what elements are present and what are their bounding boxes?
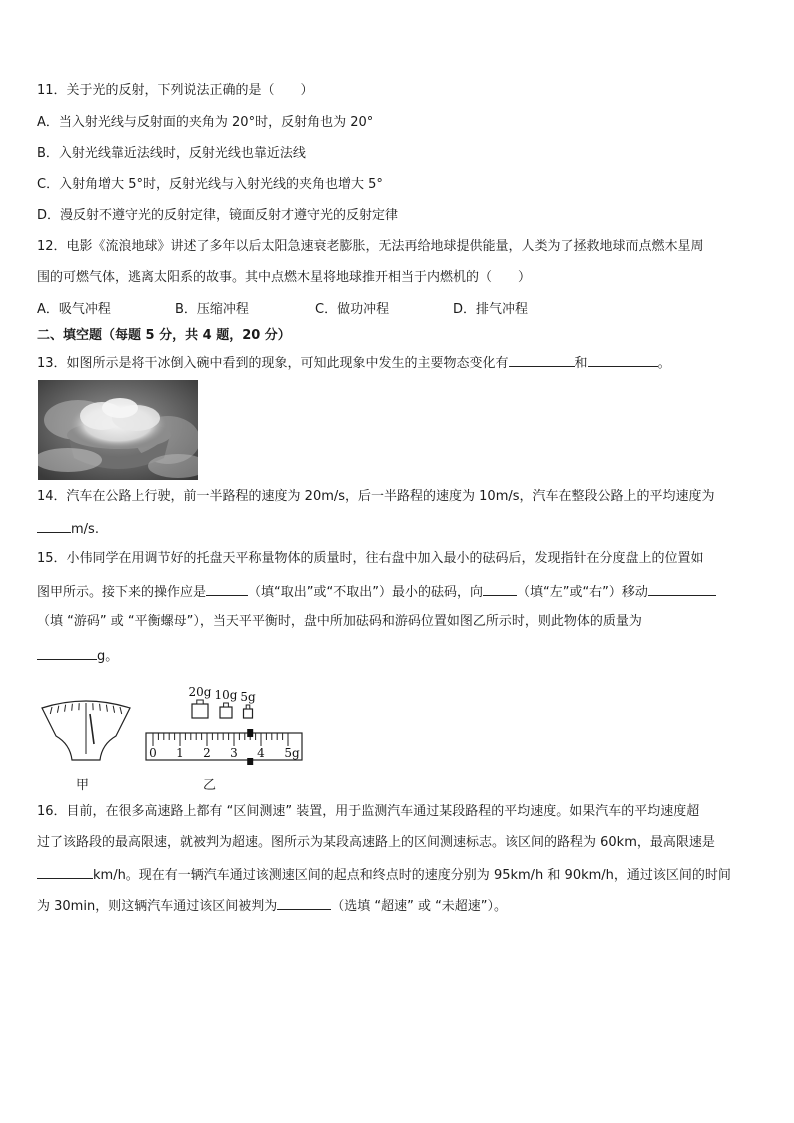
dial-tick [57, 706, 58, 713]
weight-label: 10g [214, 688, 238, 702]
q13-stem [37, 353, 671, 373]
weight-block [244, 709, 253, 718]
scale-label: 1 [176, 746, 184, 760]
q15-blank-4 [37, 646, 97, 660]
q16-blank-1 [37, 865, 93, 879]
q13-stem-text: 13．如图所示是将干冰倒入碗中看到的现象，可知此现象中发生的主要物态变化有 [37, 356, 509, 371]
dial-tick [106, 705, 107, 712]
rider-bottom [247, 758, 253, 765]
weight-block [220, 707, 232, 718]
weight-knob [197, 700, 203, 704]
q13-blank-1 [509, 353, 575, 367]
q12-option-a: A．吸气冲程 [37, 302, 111, 317]
q16-stem-line2: 过了该路段的最高限速，就被判为超速。图所示为某段高速路上的区间测速标志。该区间的路程为 60km，最高限速是 [37, 835, 715, 850]
q15-stem-line1: 15．小伟同学在用调节好的托盘天平称量物体的质量时，往右盘中加入最小的砝码后，发现指针在分度盘上的位置如 [37, 551, 704, 566]
q12-stem-line2: 围的可燃气体，逃离太阳系的故事。其中点燃木星将地球推开相当于内燃机的（ ） [37, 270, 532, 285]
dial-pointer [90, 714, 94, 744]
q15-unit: g。 [97, 649, 119, 664]
scale-label: 3 [230, 746, 238, 760]
q15-blank-1 [206, 582, 248, 596]
balance-figure [38, 674, 308, 792]
dial-tick [65, 705, 66, 712]
dial-tick [120, 707, 122, 714]
q14-stem-line2 [37, 519, 99, 539]
q12-stem-line1: 12．电影《流浪地球》讲述了多年以后太阳急速衰老膨胀，无法再给地球提供能量，人类为了拯救地球而点燃木星周 [37, 239, 704, 254]
q11-option-c: C．入射角增大 5°时，反射光线与入射光线的夹角也增大 5° [37, 177, 383, 192]
q14-stem-line1: 14．汽车在公路上行驶，前一半路程的速度为 20m/s，后一半路程的速度为 10m/s，汽车在整段公路上的平均速度为 [37, 489, 715, 504]
q11-option-a: A．当入射光线与反射面的夹角为 20°时，反射角也为 20° [37, 115, 374, 130]
weight-knob [246, 705, 250, 709]
dial-tick [50, 707, 52, 714]
q16-text-after: km/h。现在有一辆汽车通过该测速区间的起点和终点时的速度分别为 95km/h 和 90km/h，通过该区间的时间 [93, 868, 731, 883]
figure-label-jia: 甲 [76, 778, 90, 793]
q14-unit: m/s. [71, 522, 99, 537]
figure-label-yi: 乙 [203, 778, 217, 793]
weight-block [192, 704, 208, 718]
weights-group [189, 685, 256, 718]
scale-label: 0 [149, 746, 157, 760]
q11-option-d: D．漫反射不遵守光的反射定律，镜面反射才遵守光的反射定律 [37, 208, 399, 223]
q16-text-b: （选填 “超速” 或 “未超速”）。 [331, 899, 508, 914]
q14-blank [37, 519, 71, 533]
dry-ice-bowl-photo [38, 380, 198, 480]
q15-blank-3 [648, 582, 716, 596]
q11-stem: 11．关于光的反射，下列说法正确的是（ ） [37, 83, 314, 98]
q16-stem-line3 [37, 865, 731, 885]
q12-option-b: B．压缩冲程 [175, 302, 249, 317]
weight-label: 20g [188, 685, 212, 699]
weight-knob [224, 703, 229, 707]
dial-tick [100, 704, 101, 711]
q16-stem-line1: 16．目前，在很多高速路上都有 “区间测速” 装置，用于监测汽车通过某段路程的平均速度。如果汽车的平均速度超 [37, 804, 700, 819]
section-title: 二、填空题（每题 5 分，共 4 题，20 分） [37, 328, 291, 343]
q15-text-c: （填“左”或“右”）移动 [516, 585, 648, 600]
scale-label: 4 [257, 746, 265, 760]
q16-blank-2 [277, 896, 331, 910]
q12-option-c: C．做功冲程 [315, 302, 390, 317]
dial-tick [72, 704, 73, 711]
scale-label: 2 [203, 746, 211, 760]
q12-options [37, 301, 528, 319]
q15-blank-2 [483, 582, 517, 596]
scale-label: 5g [284, 746, 300, 760]
q16-text-a: 为 30min，则这辆汽车通过该区间被判为 [37, 899, 278, 914]
q16-stem-line4 [37, 896, 507, 916]
beam-scale [146, 729, 302, 765]
rider-top [247, 729, 253, 737]
q13-blank-2 [588, 353, 658, 367]
dial-tick [113, 706, 114, 713]
q11-option-b: B．入射光线靠近法线时，反射光线也靠近法线 [37, 146, 306, 161]
weight-label: 5g [240, 690, 256, 704]
q15-text-b: （填“取出”或“不取出”）最小的砝码，向 [248, 585, 483, 600]
q12-option-d: D．排气冲程 [453, 302, 529, 317]
q15-text-a: 图甲所示。接下来的操作应是 [37, 585, 207, 600]
q13-stem-and: 和 [574, 356, 588, 371]
q15-stem-line3: （填 “游码” 或 “平衡螺母”），当天平平衡时，盘中所加砝码和游码位置如图乙所示时，则此物体的质量为 [37, 614, 642, 629]
q13-stem-end: 。 [657, 356, 671, 371]
q15-stem-line2 [37, 582, 716, 602]
q15-stem-line4 [37, 646, 118, 666]
